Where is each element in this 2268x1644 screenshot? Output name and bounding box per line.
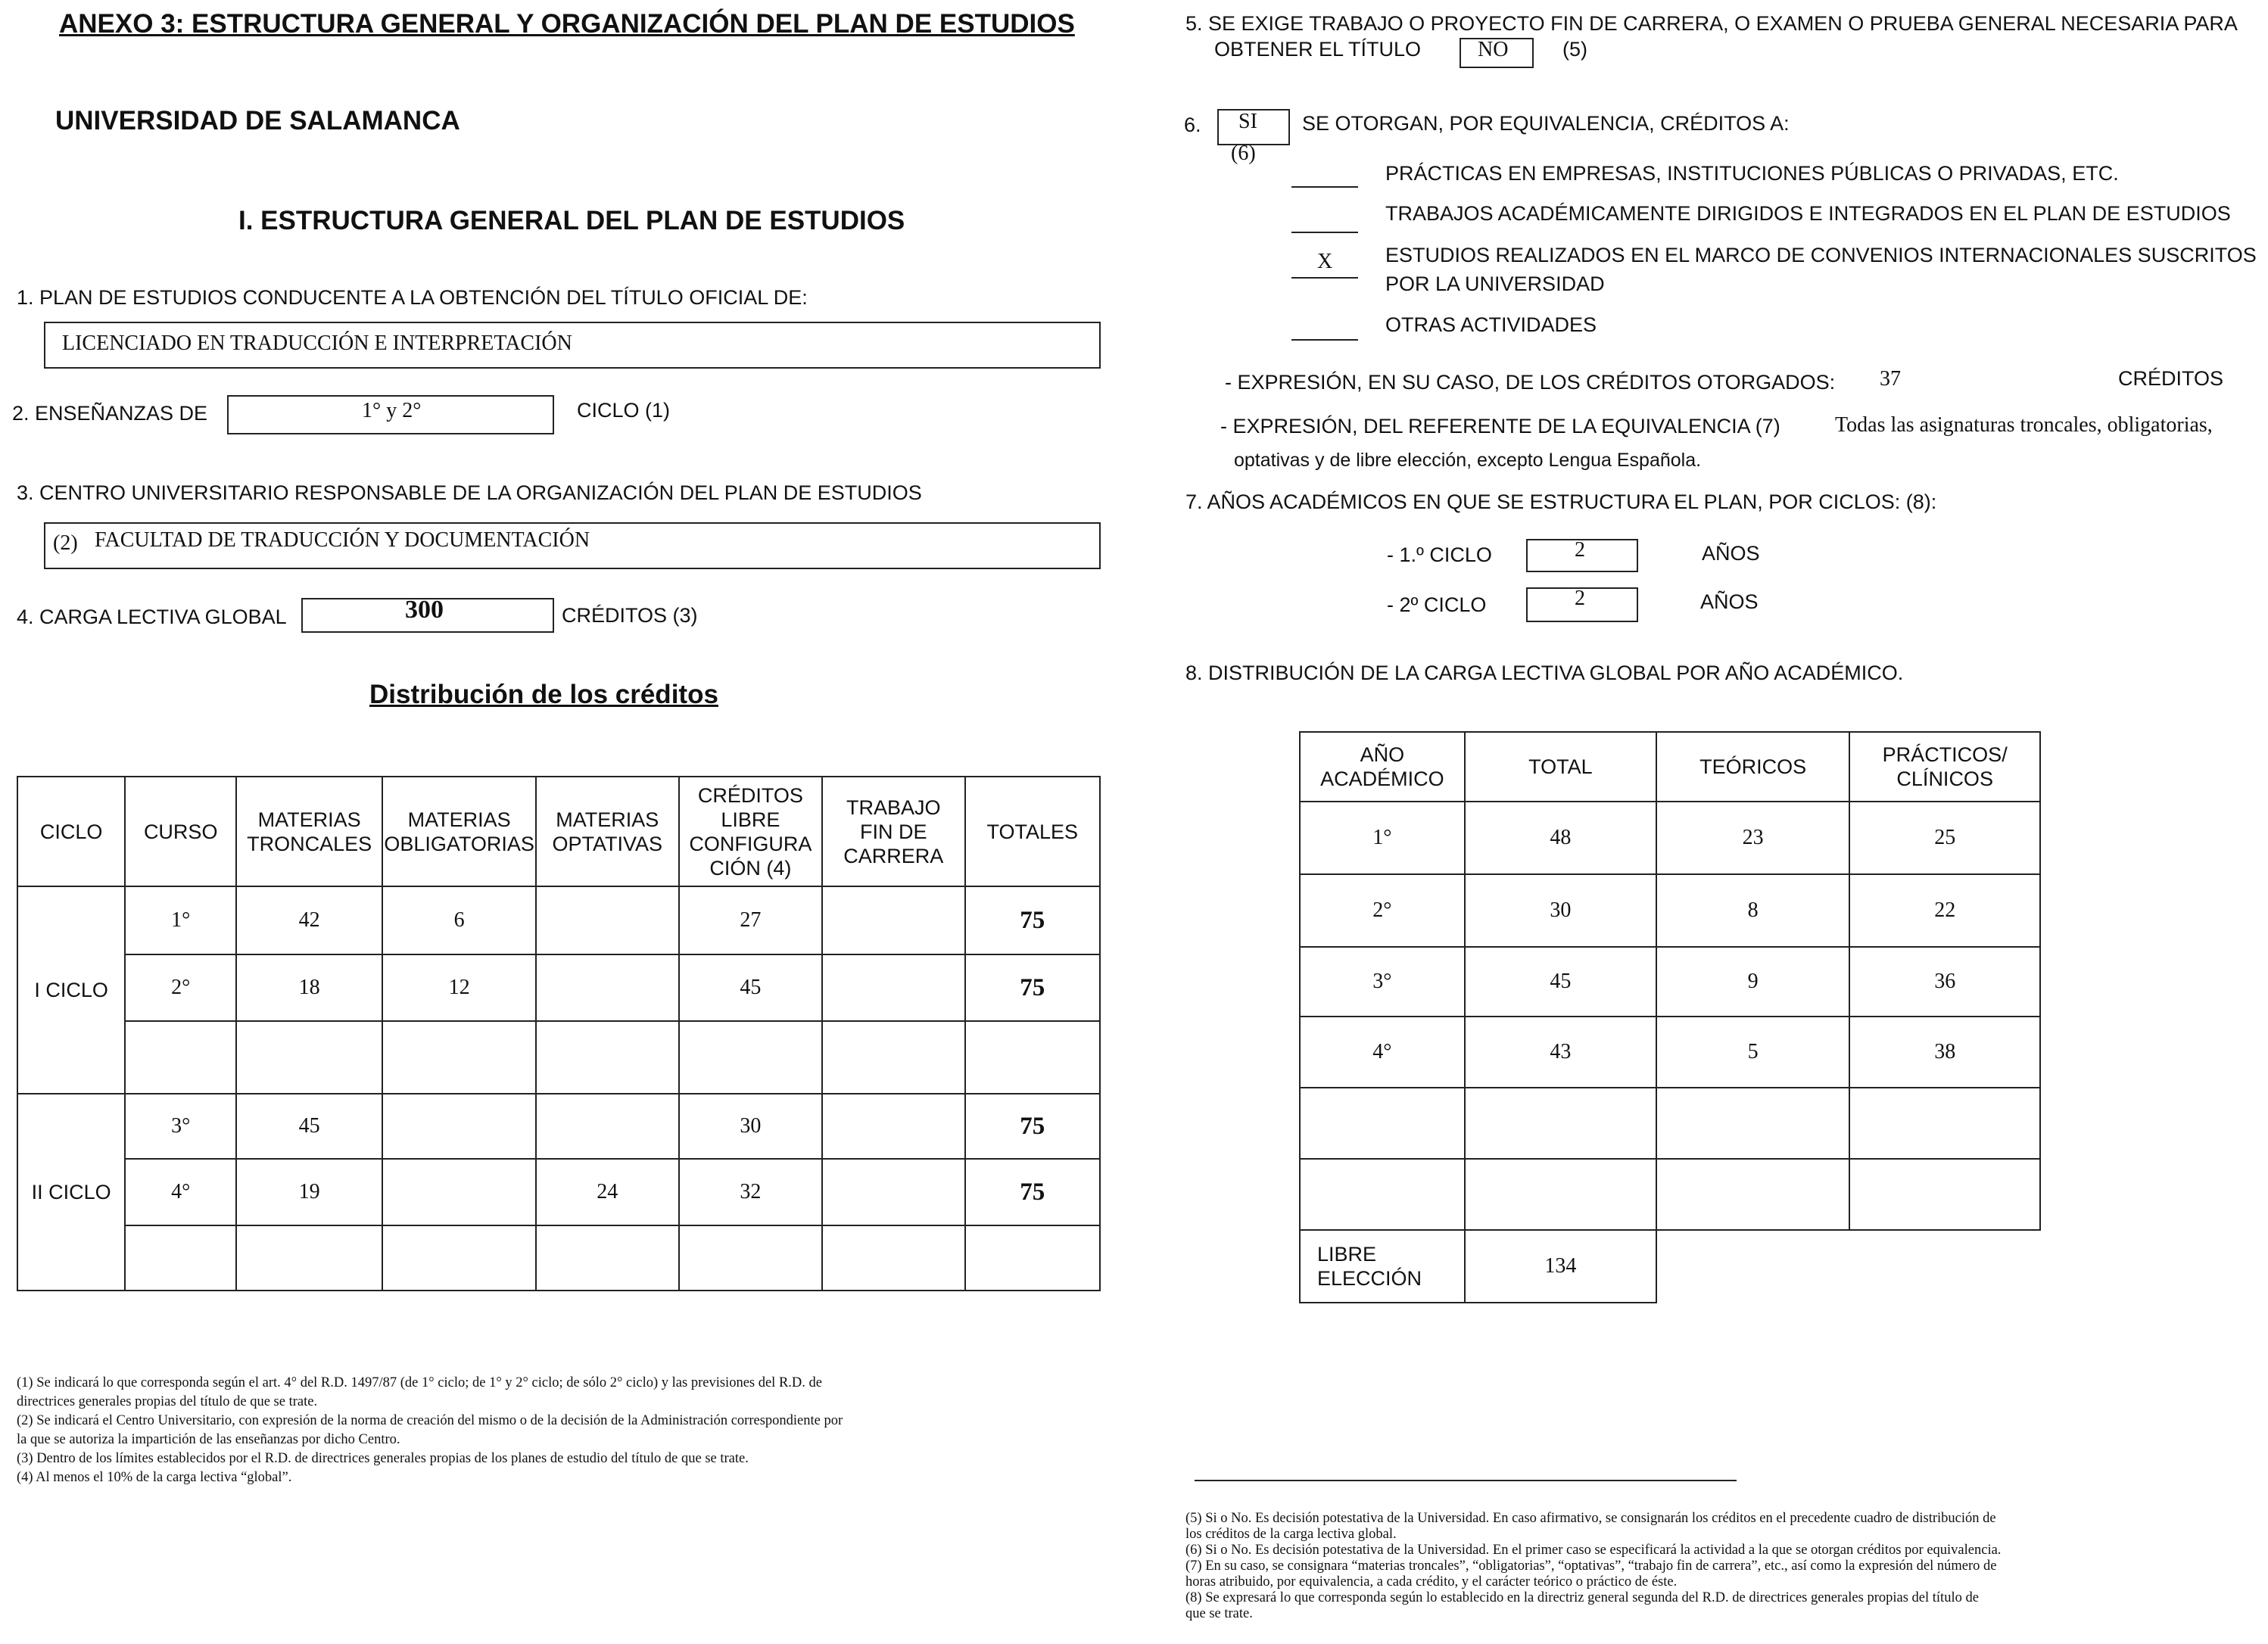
- obligatorias-cell: 12: [382, 954, 536, 1021]
- q7-cycle1-unit: AÑOS: [1702, 542, 1760, 565]
- obligatorias-cell: [382, 1159, 536, 1225]
- libre-eleccion-value: 134: [1465, 1230, 1656, 1303]
- footnote-line: (1) Se indicará lo que corresponda según el art. 4° del R.D. 1497/87 (de 1° ciclo; de 1° y 2° ciclo; de sólo 2° ciclo) y las previsiones del R.D. de: [17, 1375, 822, 1390]
- trabajo-cell: [822, 886, 964, 954]
- footnote-line: (5) Si o No. Es decisión potestativa de la Universidad. En caso afirmativo, se consignarán los créditos en el precedente cuadro de distribución de: [1185, 1511, 1996, 1526]
- header-troncales-line1: MATERIAS: [257, 808, 361, 831]
- curso-cell: 1°: [125, 886, 236, 954]
- teoricos-cell: 23: [1656, 802, 1849, 874]
- q6-label: SE OTORGAN, POR EQUIVALENCIA, CRÉDITOS A:: [1302, 112, 1790, 135]
- q3-label: 3. CENTRO UNIVERSITARIO RESPONSABLE DE LA ORGANIZACIÓN DEL PLAN DE ESTUDIOS: [17, 481, 922, 504]
- anio-cell: 1°: [1300, 802, 1465, 874]
- practicos-cell: 38: [1849, 1017, 2040, 1088]
- trabajo-cell: [822, 1094, 964, 1159]
- curso-cell: [125, 1225, 236, 1291]
- q5-line1: 5. SE EXIGE TRABAJO O PROYECTO FIN DE CARRERA, O EXAMEN O PRUEBA GENERAL NECESARIA PARA: [1185, 12, 2238, 35]
- anio-cell: 4°: [1300, 1017, 1465, 1088]
- total-cell: [1465, 1088, 1656, 1159]
- optativas-cell: [536, 1225, 679, 1291]
- q7-cycle2-unit: AÑOS: [1700, 590, 1759, 613]
- header-practicos-line2: CLÍNICOS: [1896, 768, 1993, 790]
- curso-cell: 2°: [125, 954, 236, 1021]
- footnote-line: (4) Al menos el 10% de la carga lectiva “global”.: [17, 1470, 292, 1485]
- teoricos-cell: 5: [1656, 1017, 1849, 1088]
- header-trabajo-fin-carrera: [822, 777, 964, 886]
- q7-label: 7. AÑOS ACADÉMICOS EN QUE SE ESTRUCTURA EL PLAN, POR CICLOS: (8):: [1185, 490, 1937, 513]
- table-row: [17, 1159, 1100, 1225]
- q5-note: (5): [1562, 38, 1587, 61]
- header-obligatorias: [382, 777, 536, 886]
- footnote-line: la que se autoriza la impartición de las enseñanzas por dicho Centro.: [17, 1432, 400, 1447]
- optativas-cell: [536, 954, 679, 1021]
- table-row: [17, 1094, 1100, 1159]
- header-anio-line2: ACADÉMICO: [1320, 768, 1444, 790]
- q1-value: LICENCIADO EN TRADUCCIÓN E INTERPRETACIÓN: [62, 332, 572, 355]
- header-libre-line1: CRÉDITOS: [697, 783, 803, 807]
- troncales-cell: 18: [236, 954, 382, 1021]
- troncales-cell: [236, 1225, 382, 1291]
- footnotes-left: [17, 1374, 843, 1487]
- annex-title: ANEXO 3: ESTRUCTURA GENERAL Y ORGANIZACIÓN DEL PLAN DE ESTUDIOS: [59, 9, 1075, 39]
- troncales-cell: 19: [236, 1159, 382, 1225]
- empty-cell: [1849, 1230, 2040, 1303]
- cycle-2-label: II CICLO: [17, 1094, 125, 1291]
- q7-cycle1-label: - 1.º CICLO: [1387, 543, 1492, 566]
- table-row: [1300, 874, 2040, 947]
- libre-eleccion-label: [1300, 1230, 1465, 1303]
- curso-cell: 3°: [125, 1094, 236, 1159]
- q8-label: 8. DISTRIBUCIÓN DE LA CARGA LECTIVA GLOBAL POR AÑO ACADÉMICO.: [1185, 662, 1904, 684]
- anio-cell: [1300, 1088, 1465, 1159]
- troncales-cell: 45: [236, 1094, 382, 1159]
- q6-value: SI: [1238, 110, 1257, 133]
- trabajo-cell: [822, 1159, 964, 1225]
- q7-cycle2-value: 2: [1575, 587, 1585, 610]
- optativas-cell: [536, 886, 679, 954]
- footnote-line: directrices generales propias del título de que se trate.: [17, 1394, 318, 1409]
- section-title: I. ESTRUCTURA GENERAL DEL PLAN DE ESTUDIOS: [238, 206, 905, 235]
- anio-cell: [1300, 1159, 1465, 1230]
- header-total: TOTAL: [1465, 732, 1656, 802]
- trabajo-cell: [822, 1225, 964, 1291]
- option-label-trabajos: TRABAJOS ACADÉMICAMENTE DIRIGIDOS E INTEGRADOS EN EL PLAN DE ESTUDIOS: [1385, 202, 2231, 225]
- equivalence-ref-value: Todas las asignaturas troncales, obligatorias,: [1835, 413, 2213, 437]
- libre-label-line1: LIBRE: [1317, 1243, 1377, 1266]
- anio-cell: 3°: [1300, 947, 1465, 1017]
- header-practicos: [1849, 732, 2040, 802]
- header-totales: TOTALES: [965, 777, 1101, 886]
- libre-cell: 27: [679, 886, 822, 954]
- trabajo-cell: [822, 1021, 964, 1094]
- credits-header-row: [17, 777, 1100, 886]
- annual-header-row: [1300, 732, 2040, 802]
- troncales-cell: [236, 1021, 382, 1094]
- credits-distribution-table: [17, 776, 1101, 1291]
- optativas-cell: [536, 1094, 679, 1159]
- header-anio-line1: AÑO: [1360, 743, 1405, 766]
- footnote-line: (7) En su caso, se consignara “materias troncales”, “obligatorias”, “optativas”, “trabajo fin de carrera”, etc., así como la expresión del número de: [1185, 1558, 1997, 1574]
- option-blank-1: [1291, 186, 1358, 188]
- anio-cell: 2°: [1300, 874, 1465, 947]
- header-optativas: [536, 777, 679, 886]
- q3-value: FACULTAD DE TRADUCCIÓN Y DOCUMENTACIÓN: [95, 528, 590, 552]
- table-row: [1300, 1159, 2040, 1230]
- practicos-cell: 36: [1849, 947, 2040, 1017]
- equivalence-ref-label: - EXPRESIÓN, DEL REFERENTE DE LA EQUIVALENCIA (7): [1220, 415, 1780, 437]
- curso-cell: [125, 1021, 236, 1094]
- trabajo-cell: [822, 954, 964, 1021]
- obligatorias-cell: [382, 1225, 536, 1291]
- cycle-1-label: I CICLO: [17, 886, 125, 1094]
- q2-label: 2. ENSEÑANZAS DE: [12, 402, 208, 425]
- table-row: [1300, 802, 2040, 874]
- header-trabajo-line1: TRABAJO: [846, 796, 941, 819]
- obligatorias-cell: [382, 1021, 536, 1094]
- option-mark-3: X: [1317, 250, 1333, 273]
- q6-note: (6): [1231, 142, 1256, 165]
- header-curso: CURSO: [125, 777, 236, 886]
- header-libre-line3: CONFIGURA: [689, 832, 812, 855]
- distribution-title: Distribución de los créditos: [369, 680, 718, 709]
- troncales-cell: 42: [236, 886, 382, 954]
- libre-cell: [679, 1225, 822, 1291]
- totales-cell: [965, 1021, 1101, 1094]
- credits-unit: CRÉDITOS: [2118, 367, 2224, 390]
- libre-eleccion-row: [1300, 1230, 2040, 1303]
- header-libre-line2: LIBRE: [721, 808, 780, 831]
- credits-label: - EXPRESIÓN, EN SU CASO, DE LOS CRÉDITOS OTORGADOS:: [1225, 371, 1836, 394]
- university-name: UNIVERSIDAD DE SALAMANCA: [55, 106, 460, 135]
- total-cell: [1465, 1159, 1656, 1230]
- footnote-divider: [1195, 1480, 1737, 1481]
- total-cell: 43: [1465, 1017, 1656, 1088]
- header-obligatorias-line1: MATERIAS: [407, 808, 511, 831]
- option-blank-2: [1291, 232, 1358, 233]
- q2-value: 1° y 2°: [362, 399, 422, 422]
- libre-cell: [679, 1021, 822, 1094]
- header-anio: [1300, 732, 1465, 802]
- footnote-line: (3) Dentro de los límites establecidos por el R.D. de directrices generales propias de los planes de estudio del título de que se trate.: [17, 1451, 749, 1466]
- practicos-cell: [1849, 1088, 2040, 1159]
- credits-value: 37: [1880, 367, 1901, 391]
- table-row: [17, 1225, 1100, 1291]
- obligatorias-cell: [382, 1094, 536, 1159]
- q7-cycle1-value: 2: [1575, 538, 1585, 562]
- option-label-estudios: ESTUDIOS REALIZADOS EN EL MARCO DE CONVENIOS INTERNACIONALES SUSCRITOS: [1385, 244, 2257, 266]
- total-cell: 48: [1465, 802, 1656, 874]
- q7-cycle2-label: - 2º CICLO: [1387, 593, 1487, 616]
- totales-cell: [965, 1225, 1101, 1291]
- q2-suffix: CICLO (1): [577, 399, 671, 422]
- footnotes-right: [1185, 1511, 2001, 1622]
- libre-label-line2: ELECCIÓN: [1317, 1267, 1422, 1290]
- header-optativas-line2: OPTATIVAS: [552, 832, 663, 855]
- table-row: [1300, 1088, 2040, 1159]
- header-optativas-line1: MATERIAS: [556, 808, 659, 831]
- practicos-cell: [1849, 1159, 2040, 1230]
- totales-cell: 75: [965, 954, 1101, 1021]
- footnote-line: (6) Si o No. Es decisión potestativa de la Universidad. En el primer caso se especificará la actividad a la que se otorgan créditos por equivalencia.: [1185, 1543, 2002, 1558]
- equivalence-ref-line2: optativas y de libre elección, excepto Lengua Española.: [1234, 450, 1702, 471]
- practicos-cell: 22: [1849, 874, 2040, 947]
- footnote-line: horas atribuido, por equivalencia, a cada crédito, y el carácter teórico o práctico de éste.: [1185, 1574, 1678, 1590]
- option-label-otras: OTRAS ACTIVIDADES: [1385, 313, 1597, 336]
- q4-label: 4. CARGA LECTIVA GLOBAL: [17, 606, 287, 628]
- table-row: [17, 1021, 1100, 1094]
- table-row: [1300, 947, 2040, 1017]
- header-teoricos: TEÓRICOS: [1656, 732, 1849, 802]
- header-libre-line4: CIÓN (4): [709, 856, 792, 880]
- header-ciclo: CICLO: [17, 777, 125, 886]
- q3-prefix: (2): [53, 531, 78, 555]
- optativas-cell: [536, 1021, 679, 1094]
- libre-cell: 32: [679, 1159, 822, 1225]
- practicos-cell: 25: [1849, 802, 2040, 874]
- annual-load-table: [1299, 731, 2041, 1303]
- header-troncales: [236, 777, 382, 886]
- header-troncales-line2: TRONCALES: [247, 832, 372, 855]
- table-row: [17, 886, 1100, 954]
- optativas-cell: 24: [536, 1159, 679, 1225]
- option-blank-3: [1291, 277, 1358, 279]
- table-row: [17, 954, 1100, 1021]
- header-obligatorias-line2: OBLIGATORIAS: [384, 832, 534, 855]
- curso-cell: 4°: [125, 1159, 236, 1225]
- option-label-practicas: PRÁCTICAS EN EMPRESAS, INSTITUCIONES PÚBLICAS O PRIVADAS, ETC.: [1385, 162, 2119, 185]
- teoricos-cell: 9: [1656, 947, 1849, 1017]
- q4-suffix: CRÉDITOS (3): [562, 604, 698, 627]
- q5-line2: OBTENER EL TÍTULO: [1214, 38, 1422, 61]
- totales-cell: 75: [965, 1094, 1101, 1159]
- total-cell: 45: [1465, 947, 1656, 1017]
- q4-value: 300: [405, 596, 444, 624]
- table-row: [1300, 1017, 2040, 1088]
- obligatorias-cell: 6: [382, 886, 536, 954]
- option-blank-4: [1291, 339, 1358, 341]
- option-label-estudios-line2: POR LA UNIVERSIDAD: [1385, 272, 1605, 295]
- teoricos-cell: 8: [1656, 874, 1849, 947]
- libre-cell: 30: [679, 1094, 822, 1159]
- teoricos-cell: [1656, 1088, 1849, 1159]
- header-practicos-line1: PRÁCTICOS/: [1882, 743, 2008, 766]
- total-cell: 30: [1465, 874, 1656, 947]
- libre-cell: 45: [679, 954, 822, 1021]
- totales-cell: 75: [965, 886, 1101, 954]
- totales-cell: 75: [965, 1159, 1101, 1225]
- header-libre-configuracion: [679, 777, 822, 886]
- footnote-line: (8) Se expresará lo que corresponda según lo establecido en la directriz general segunda del R.D. de directrices generales propias del título de: [1185, 1590, 1979, 1605]
- teoricos-cell: [1656, 1159, 1849, 1230]
- footnote-line: (2) Se indicará el Centro Universitario, con expresión de la norma de creación del mismo o de la decisión de la Administración correspondiente por: [17, 1413, 843, 1428]
- header-trabajo-line3: CARRERA: [843, 844, 944, 867]
- q1-label: 1. PLAN DE ESTUDIOS CONDUCENTE A LA OBTENCIÓN DEL TÍTULO OFICIAL DE:: [17, 286, 808, 309]
- footnote-line: que se trate.: [1185, 1606, 1253, 1621]
- q5-value: NO: [1478, 38, 1509, 61]
- empty-cell: [1656, 1230, 1849, 1303]
- footnote-line: los créditos de la carga lectiva global.: [1185, 1527, 1397, 1542]
- header-trabajo-line2: FIN DE: [860, 820, 927, 843]
- q6-number: 6.: [1184, 114, 1201, 136]
